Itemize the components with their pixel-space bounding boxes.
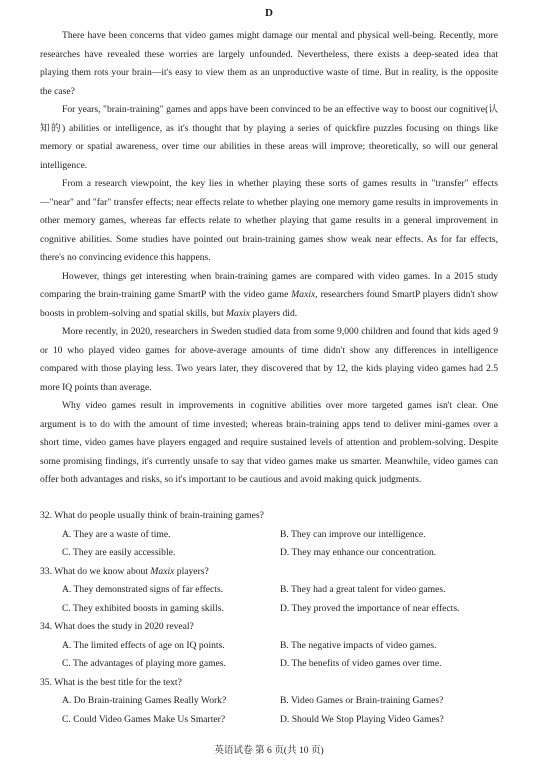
question-34 <box>40 618 498 674</box>
paragraph-3: From a research viewpoint, the key lies in whether playing these sorts of games results in "transfer" effects—"near" and "far" transfer effects; near effects relate to whether playing one memory game results in improvements in other memory games, whereas far effects relate to whether playing that game results in a general improvement in cognitive abilities. Some studies have pointed out brain-training games show weak near effects. As for far effects, there's no convincing evidence this happens. <box>40 178 498 263</box>
section-heading: D <box>265 7 273 19</box>
question-32 <box>40 507 498 563</box>
reading-passage <box>40 27 498 490</box>
option-c: C. Could Video Games Make Us Smarter? <box>62 713 226 725</box>
option-c: C. They exhibited boosts in gaming skills. <box>62 602 224 614</box>
question-35 <box>40 674 498 730</box>
option-a: A. Do Brain-training Games Really Work? <box>62 695 227 706</box>
question-stem: 33. What do we know about Maxix players? <box>40 565 209 577</box>
option-c: C. They are easily accessible. <box>62 547 176 558</box>
paragraph-1: There have been concerns that video games might damage our mental and physical well-being. Recently, more researches have revealed these worries are largely unfounded. Nevertheless, there exists a deep-seated idea that playing them rots your brain—it's easy to view them as an unproductive waste of time. But in reality, is the opposite the case? <box>40 30 498 97</box>
paragraph-6: Why video games result in improvements in cognitive abilities over more targeted games isn't clear. One argument is to do with the amount of time invested; whereas brain-training apps tend to deliver mini-games over a short time, video games have players engaged and require sustained levels of attention and problem-solving. Despite some promising findings, it's currently unsafe to say that video games make us smarter. Meanwhile, video games can offer both advantages and risks, so it's important to be cautious and avoid making quick judgments. <box>40 400 498 485</box>
option-a: A. They demonstrated signs of far effects. <box>62 584 224 595</box>
option-b: B. They can improve our intelligence. <box>280 528 426 540</box>
question-list <box>40 507 498 729</box>
question-stem: 32. What do people usually think of brain-training games? <box>40 510 264 521</box>
paragraph-4: However, things get interesting when brain-training games are compared with video games. In a 2015 study comparing the brain-training game SmartP with the video game Maxix, researchers found SmartP players didn't show boosts in problem-solving and spatial skills, but Maxix players did. <box>40 270 498 319</box>
question-stem: 35. What is the best title for the text? <box>40 676 182 688</box>
option-b: B. They had a great talent for video games. <box>280 584 446 595</box>
option-d: D. They proved the importance of near effects. <box>280 602 460 614</box>
option-b: B. Video Games or Brain-training Games? <box>280 695 444 706</box>
option-d: D. The benefits of video games over time. <box>280 658 442 669</box>
paragraph-5: More recently, in 2020, researchers in Sweden studied data from some 9,000 children and found that kids aged 9 or 10 who played video games for above-average amounts of time didn't show any differences in intelligence compared with those playing less. Two years later, they discovered that by 12, the kids playing video games had 2.5 more IQ points than average. <box>40 326 498 393</box>
page-footer: 英语试卷 第 6 页(共 10 页) <box>214 745 324 756</box>
option-c: C. The advantages of playing more games. <box>62 658 226 669</box>
option-a: A. The limited effects of age on IQ points. <box>62 639 225 651</box>
paragraph-2: For years, "brain-training" games and apps have been convinced to be an effective way to boost our cognitive(认知的) abilities or intelligence, as it's thought that by playing a series of quickfire puzzles focusing on things like memory or spatial awareness, over time our abilities in these areas will improve; theoretically, so will our general intelligence. <box>40 104 498 171</box>
option-b: B. The negative impacts of video games. <box>280 639 437 651</box>
option-d: D. They may enhance our concentration. <box>280 547 437 558</box>
option-a: A. They are a waste of time. <box>62 528 171 540</box>
question-stem: 34. What does the study in 2020 reveal? <box>40 621 194 632</box>
question-33 <box>40 563 498 619</box>
option-d: D. Should We Stop Playing Video Games? <box>280 713 444 725</box>
